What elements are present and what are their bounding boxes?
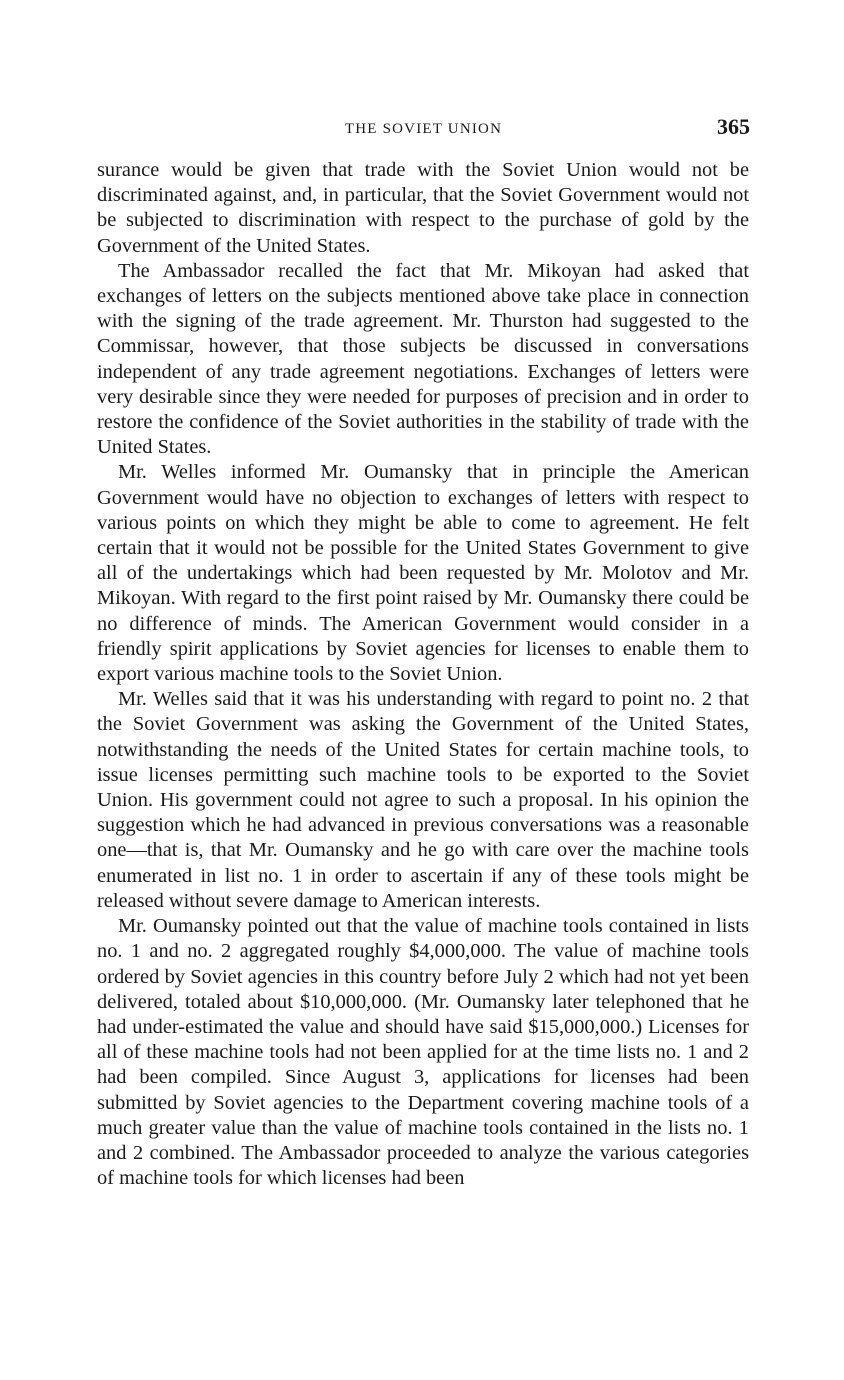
running-head [97,114,750,144]
running-title: THE SOVIET UNION [344,121,503,137]
paragraph-ambassador-recalled: The Ambassador recalled the fact that Mr. Mikoyan had asked that exchanges of letters on the subjects mentioned above take place in connection with the signing of the trade agreement. Mr. Thurston had suggested to the Commissar, however, that those subjects be discussed in conversations independent of any trade agreement negotiations. Exchanges of letters were very desirable since they were needed for purposes of precision and in order to restore the confidence of the Soviet authorities in the stability of trade with the United States. [97,259,749,459]
page-number: 365 [717,114,750,139]
paragraph-continued: surance would be given that trade with the Soviet Union would not be discriminated against, and, in particular, that the Soviet Government would not be subjected to discrimination with respect to the purchase of gold by the Government of the United States. [97,159,749,257]
body-text [97,158,749,1191]
paragraph-welles-said: Mr. Welles said that it was his understanding with regard to point no. 2 that the Soviet Government was asking the Government of the United States, notwithstanding the needs of the United States for certain machine tools, to issue licenses permitting such machine tools to be exported to the Soviet Union. His government could not agree to such a proposal. In his opinion the suggestion which he had advanced in previous conversations was a reasonable one—that is, that Mr. Oumansky and he go with care over the machine tools enumerated in list no. 1 in order to ascertain if any of these tools might be released without severe damage to American interests. [97,688,749,912]
paragraph-oumansky-pointed-out: Mr. Oumansky pointed out that the value of machine tools contained in lists no. 1 and no. 2 aggregated roughly $4,000,000. The value of machine tools ordered by Soviet agencies in this country before July 2 which had not yet been delivered, totaled about $10,000,000. (Mr. Oumansky later telephoned that he had under-estimated the value and should have said $15,000,000.) Licenses for all of these machine tools had not been applied for at the time lists no. 1 and 2 had been compiled. Since August 3, applications for licenses had been submitted by Soviet agencies to the Department covering machine tools of a much greater value than the value of machine tools contained in the lists no. 1 and 2 combined. The Ambassador proceeded to analyze the various categories of machine tools for which licenses had been [97,915,749,1190]
paragraph-welles-informed: Mr. Welles informed Mr. Oumansky that in principle the American Government would have no objection to exchanges of letters with respect to various points on which they might be able to come to agreement. He felt certain that it would not be possible for the United States Government to give all of the undertakings which had been requested by Mr. Molotov and Mr. Mikoyan. With regard to the first point raised by Mr. Oumansky there could be no difference of minds. The American Government would consider in a friendly spirit applications by Soviet agencies for licenses to enable them to export various machine tools to the Soviet Union. [97,461,749,686]
